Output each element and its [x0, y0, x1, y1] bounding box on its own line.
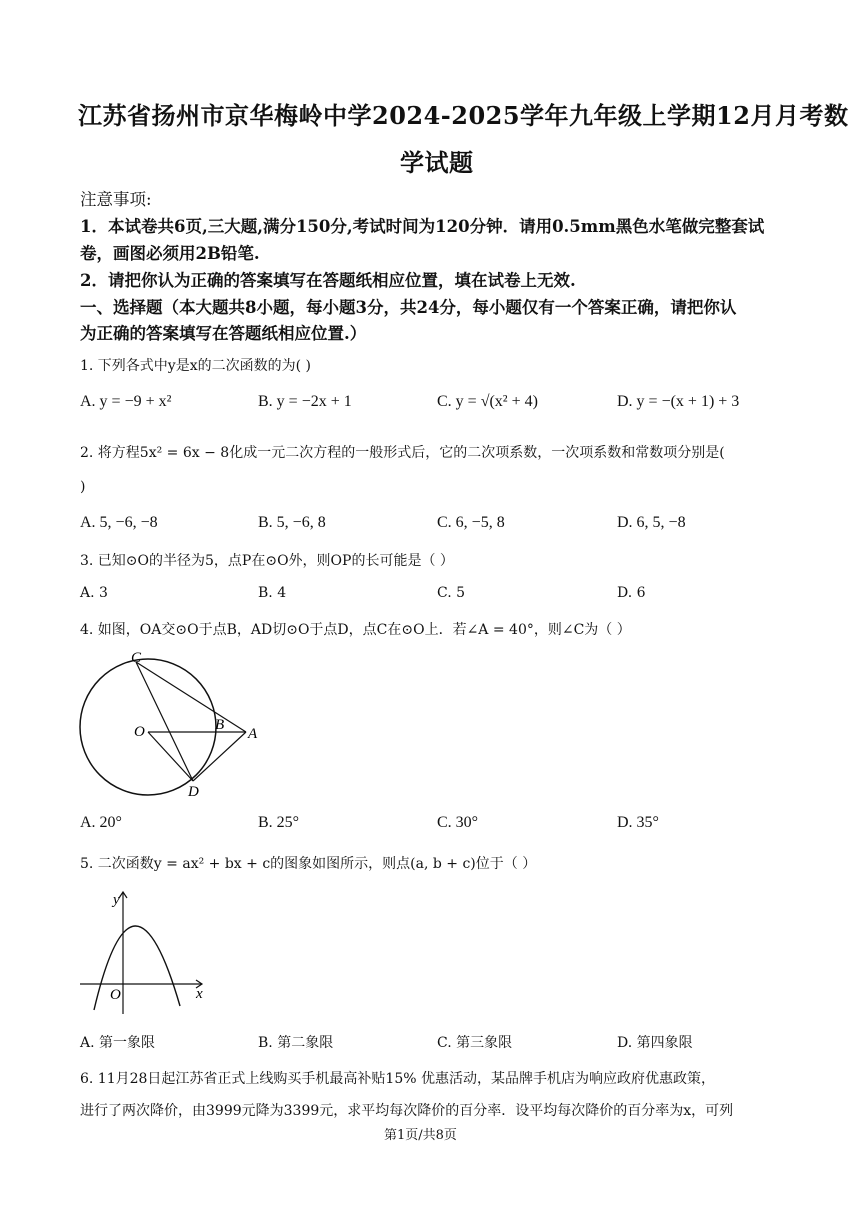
question-5-option-b: B. 第二象限: [258, 1035, 334, 1051]
figure-label-d: D: [188, 784, 199, 800]
figure-label-x: x: [196, 986, 203, 1002]
notes-item-2: 2．请把你认为正确的答案填写在答题纸相应位置，填在试卷上无效.: [80, 271, 576, 290]
question-3-stem: 3. 已知⊙O的半径为5，点P在⊙O外，则OP的长可能是（ ）: [80, 553, 454, 569]
question-2-option-d: D. 6, 5, −8: [617, 514, 686, 531]
section-heading-continued: 为正确的答案填写在答题纸相应位置.）: [80, 324, 367, 343]
page-title: 江苏省扬州市京华梅岭中学2024-2025学年九年级上学期12月月考数: [78, 101, 849, 130]
figure-label-c: C: [131, 650, 142, 666]
page-title-continued: 学试题: [400, 148, 474, 177]
question-3-option-b: B. 4: [258, 585, 287, 601]
question-3-option-d: D. 6: [617, 585, 646, 601]
question-2-stem-end: ): [80, 479, 86, 495]
question-4-stem: 4. 如图，OA交⊙O于点B，AD切⊙O于点D，点C在⊙O上．若∠A = 40°，则∠C为（ ）: [80, 622, 631, 638]
question-6-stem: 6. 11月28日起江苏省正式上线购买手机最高补贴15% 优惠活动，某品牌手机店为响应政府优惠政策，: [80, 1071, 716, 1087]
notes-heading: 注意事项:: [80, 190, 152, 209]
question-3-option-c: C. 5: [437, 585, 466, 601]
question-2-option-a: A. 5, −6, −8: [80, 514, 158, 531]
question-3-option-a: A. 3: [80, 585, 108, 601]
section-heading: 一、选择题（本大题共8小题，每小题3分，共24分，每小题仅有一个答案正确，请把你认: [80, 298, 737, 317]
notes-item-1: 1．本试卷共6页,三大题,满分150分,考试时间为120分钟．请用0.5mm黑色水笔做完整套试: [80, 217, 765, 236]
question-5-figure: [76, 888, 216, 1018]
figure-label-b: B: [215, 717, 225, 733]
figure-label-y: y: [113, 892, 120, 908]
question-1-stem: 1. 下列各式中y是x的二次函数的为( ): [80, 358, 311, 374]
question-2-option-b: B. 5, −6, 8: [258, 514, 326, 531]
question-1-option-a: A. y = −9 + x²: [80, 393, 172, 410]
question-4-figure: [76, 650, 276, 800]
question-1-option-b: B. y = −2x + 1: [258, 393, 352, 410]
question-5-stem: 5. 二次函数y = ax² + bx + c的图象如图所示，则点(a, b + c)位于（ ）: [80, 856, 537, 872]
question-6-stem-continued: 进行了两次降价，由3999元降为3399元，求平均每次降价的百分率．设平均每次降价的百分率为x，可列: [80, 1103, 734, 1119]
question-4-option-b: B. 25°: [258, 814, 300, 831]
question-2-option-c: C. 6, −5, 8: [437, 514, 505, 531]
figure-label-origin: O: [110, 987, 121, 1003]
question-2-stem: 2. 将方程5x² = 6x − 8化成一元二次方程的一般形式后，它的二次项系数，一次项系数和常数项分别是(: [80, 445, 725, 461]
question-5-option-d: D. 第四象限: [617, 1035, 693, 1051]
notes-item-1-continued: 卷，画图必须用2B铅笔.: [80, 244, 260, 263]
question-5-option-a: A. 第一象限: [80, 1035, 156, 1051]
figure-label-a: A: [248, 726, 258, 742]
question-4-option-d: D. 35°: [617, 814, 659, 831]
question-4-option-c: C. 30°: [437, 814, 479, 831]
question-1-option-d: D. y = −(x + 1) + 3: [617, 393, 740, 410]
page-footer: 第1页/共8页: [384, 1128, 457, 1143]
question-5-option-c: C. 第三象限: [437, 1035, 513, 1051]
figure-label-o: O: [134, 724, 145, 740]
question-1-option-c: C. y = √(x² + 4): [437, 393, 538, 410]
question-4-option-a: A. 20°: [80, 814, 122, 831]
